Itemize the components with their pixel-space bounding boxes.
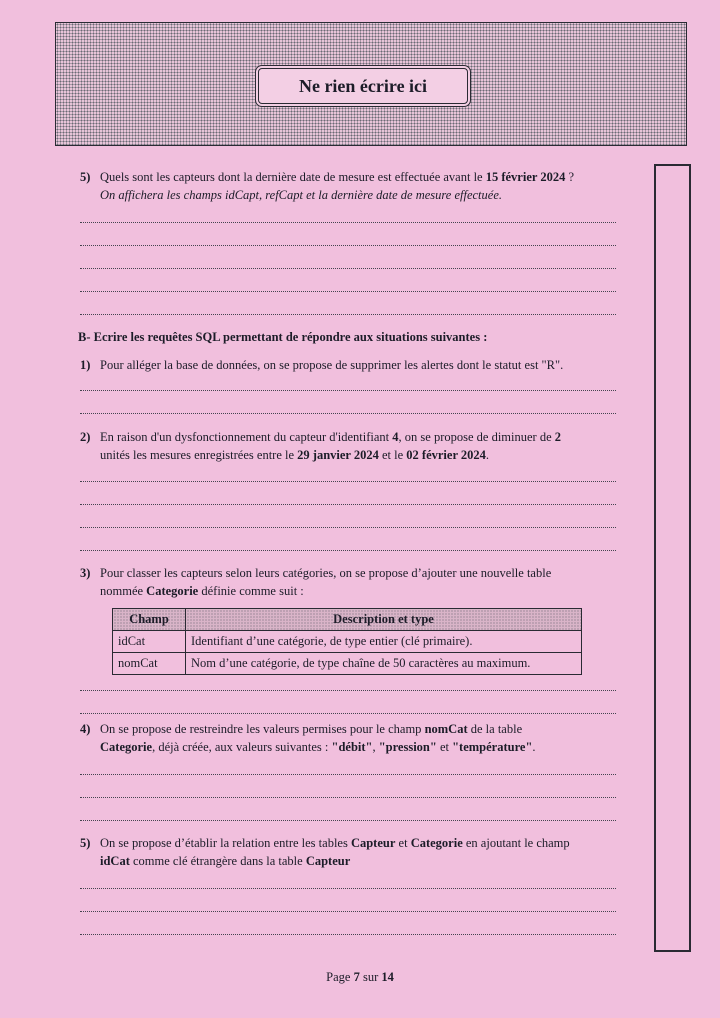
page-number: 7 (353, 970, 360, 984)
question-text: En raison d'un dysfonctionnement du capteur d'identifiant (100, 430, 393, 444)
question-number: 5) (80, 836, 91, 850)
answer-line[interactable] (80, 390, 616, 391)
question-text: , déjà créée, aux valeurs suivantes : (152, 740, 332, 754)
table-name: Capteur (350, 836, 396, 850)
value-debit: "débit" (331, 740, 373, 754)
capteur-id: 4 (392, 430, 399, 444)
answer-line[interactable] (80, 314, 616, 315)
table-row (113, 631, 582, 653)
answer-line[interactable] (80, 291, 616, 292)
answer-line[interactable] (80, 413, 616, 414)
answer-line[interactable] (80, 550, 616, 551)
answer-line[interactable] (80, 222, 616, 223)
quantity: 2 (554, 430, 561, 444)
answer-line[interactable] (80, 268, 616, 269)
question-text-end: ? (565, 170, 575, 184)
table-cell: idCat (113, 631, 186, 653)
table-name: Categorie (100, 740, 153, 754)
question-text: nommée (100, 584, 147, 598)
question-text: . (532, 740, 536, 754)
date-end: 02 février 2024 (406, 448, 486, 462)
answer-line[interactable] (80, 774, 616, 775)
page-total: 14 (381, 970, 394, 984)
section-title: B- Ecrire les requêtes SQL permettant de répondre aux situations suivantes : (78, 330, 488, 344)
question-text: définie comme suit : (198, 584, 304, 598)
question-text: . (485, 448, 490, 462)
answer-line[interactable] (80, 245, 616, 246)
answer-line[interactable] (80, 713, 616, 714)
table-name: Categorie (410, 836, 463, 850)
question-b5 (80, 834, 650, 870)
question-number: 3) (80, 566, 91, 580)
table-cell: nomCat (113, 653, 186, 675)
table-cell: Identifiant d’une catégorie, de type entier (clé primaire). (186, 631, 582, 653)
field-name: nomCat (424, 722, 468, 736)
value-temperature: "température" (452, 740, 533, 754)
question-text: unités les mesures enregistrées entre le (100, 448, 298, 462)
answer-line[interactable] (80, 690, 616, 691)
answer-line[interactable] (80, 481, 616, 482)
question-b2 (80, 428, 650, 464)
question-text: comme clé étrangère dans la table (129, 854, 306, 868)
question-number: 2) (80, 430, 91, 444)
field-name: idCat (100, 854, 130, 868)
question-number: 1) (80, 358, 91, 372)
margin-box (654, 164, 691, 952)
question-text: On se propose de restreindre les valeurs permises pour le champ (100, 722, 425, 736)
question-text: On se propose d’établir la relation entre les tables (100, 836, 351, 850)
question-text: Pour alléger la base de données, on se propose de supprimer les alertes dont le statut est "R". (100, 358, 564, 372)
page-separator: sur (359, 970, 382, 984)
page-label: Page (326, 970, 354, 984)
column-header-champ: Champ (113, 609, 186, 631)
question-hint: On affichera les champs idCapt, refCapt et la dernière date de mesure effectuée. (100, 188, 502, 202)
separator: et (436, 740, 453, 754)
question-number: 4) (80, 722, 91, 736)
answer-line[interactable] (80, 888, 616, 889)
column-header-description: Description et type (186, 609, 582, 631)
table-row (113, 653, 582, 675)
table-cell: Nom d’une catégorie, de type chaîne de 50 caractères au maximum. (186, 653, 582, 675)
categorie-table (112, 608, 582, 675)
question-a5 (80, 168, 650, 204)
page-footer (0, 970, 720, 985)
answer-line[interactable] (80, 527, 616, 528)
question-number: 5) (80, 170, 91, 184)
question-text: Quels sont les capteurs dont la dernière date de mesure est effectuée avant le (100, 170, 486, 184)
table-name: Capteur (305, 854, 351, 868)
question-text: , on se propose de diminuer de (398, 430, 555, 444)
answer-line[interactable] (80, 504, 616, 505)
answer-line[interactable] (80, 934, 616, 935)
question-text: et (395, 836, 411, 850)
question-date: 15 février 2024 (485, 170, 566, 184)
table-name: Categorie (146, 584, 199, 598)
reserved-area-label (258, 68, 468, 104)
question-text: de la table (467, 722, 523, 736)
answer-line[interactable] (80, 820, 616, 821)
question-b4 (80, 720, 650, 756)
separator: , (372, 740, 379, 754)
answer-line[interactable] (80, 911, 616, 912)
reserved-area-text: Ne rien écrire ici (298, 75, 428, 96)
table-header-row (113, 609, 582, 631)
question-b1 (80, 356, 650, 374)
question-text: Pour classer les capteurs selon leurs catégories, on se propose d’ajouter une nouvelle table (100, 566, 552, 580)
question-text: et le (378, 448, 407, 462)
date-start: 29 janvier 2024 (297, 448, 379, 462)
answer-line[interactable] (80, 797, 616, 798)
question-b3 (80, 564, 650, 600)
value-pression: "pression" (378, 740, 437, 754)
question-text: en ajoutant le champ (462, 836, 570, 850)
